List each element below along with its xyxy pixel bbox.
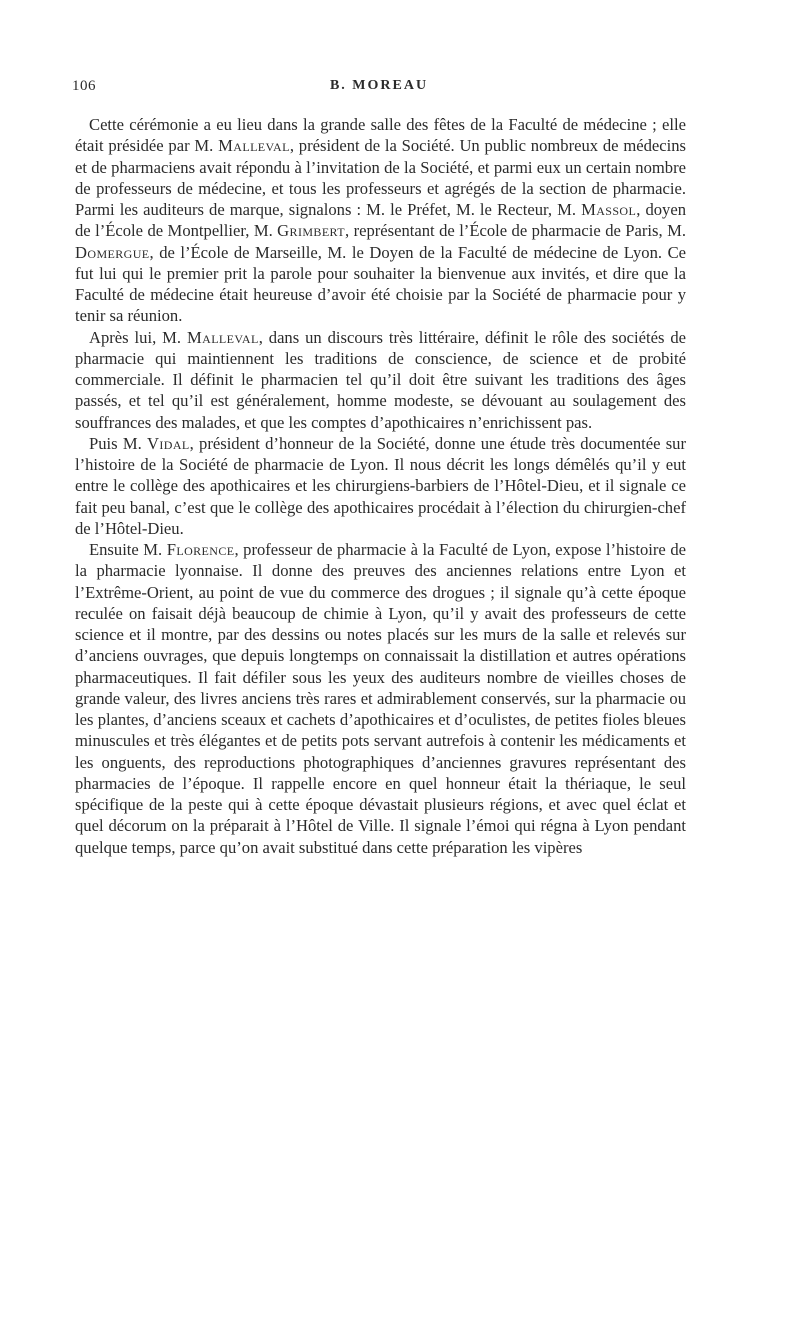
person-name: Malleval — [186, 327, 259, 347]
paragraph — [75, 327, 686, 433]
text-run: Après lui, M. — [89, 327, 187, 347]
paragraph — [75, 114, 686, 327]
text-run: , de l’École de Marseille, M. le Doyen de la Faculté de médecine de Lyon. Ce fut lui qui le premier prit la parole pour souhaiter la bienvenue aux invités, et dire que la Faculté de médecine était heureuse d’avoir été choisie par la Société de pharmacie pour y tenir sa réunion. — [75, 242, 686, 326]
text-run: , représentant de l’École de pharmacie de Paris, M. — [344, 221, 686, 241]
text-run: Ensuite M. — [89, 540, 167, 559]
text-run: , dans un discours très littéraire, définit le rôle des sociétés de pharmacie qui maintiennent les traditions de conscience, de science et de probité commerciale. Il définit le pharmacien tel qu’il doit être suivant les traditions des âges passés, et tel qu’il est généralement, homme modeste, se dévouant au soulagement des souffrances des malades, et que les comptes d’apothicaires n’enrichissent pas. — [75, 327, 686, 432]
text-run: , président de la Société. Un public nombreux de médecins et de pharmaciens avait répondu à l’invitation de la Société, et parmi eux un certain nombre de professeurs de médecine, et tous les professeurs et agrégés de la section de pharmacie. Parmi les auditeurs de marque, signalons : M. le Préfet, M. le Recteur, M. — [75, 136, 686, 219]
text-run: , président d’honneur de la Société, donne une étude très documentée sur l’histoire de la Société de pharmacie de Lyon. Il nous décrit les longs démêlés qu’il y eut entre le collège des apothicaires et les chirurgiens-barbiers de l’Hôtel-Dieu, et il signale ce fait peu banal, c’est que le collège des apothicaires procédait à l’élection du chirurgien-chef de l’Hôtel-Dieu. — [75, 433, 686, 538]
person-name: Vidal — [147, 433, 190, 453]
body-text — [75, 114, 686, 858]
paragraph — [75, 539, 686, 858]
paragraph — [75, 433, 686, 539]
text-run: Cette cérémonie a eu lieu dans la grande salle des fêtes de la Faculté de médecine ; elle était présidée par M. — [75, 115, 686, 156]
text-run: Puis M. — [89, 433, 147, 453]
running-head: B. MOREAU — [329, 78, 429, 93]
page-header — [72, 78, 686, 102]
person-name: Malleval — [218, 136, 290, 156]
person-name: Grimbert — [277, 221, 345, 241]
text-run: , professeur de pharmacie à la Faculté de Lyon, expose l’histoire de la pharmacie lyonnaise. Il donne des preuves des anciennes relations entre Lyon et l’Extrême-Orient, au point de vue du commerce des drogues ; il signale qu’à cette époque reculée on faisait déjà beaucoup de chimie à Lyon, qu’il y avait des professeurs de cette science et il montre, par des dessins ou notes placés sur les murs de la salle et relevés sur d’anciens ouvrages, que depuis longtemps on connaissait la distillation et autres opérations pharmaceutiques. Il fait défiler sous les yeux des auditeurs nombre de vieilles choses de grande valeur, des livres anciens très rares et admirablement conservés, sur la pharmacie ou les plantes, d’anciens sceaux et cachets d’apothicaires et d’oculistes, de petites fioles bleues minuscules et très élégantes et de petits pots servant autrefois à contenir les médicaments et les onguents, des reproductions photographiques d’anciennes gravures représentant des pharmacies de l’époque. Il rappelle encore en quel honneur était la thériaque, le seul spécifique de la peste qui à cette époque dévastait plusieurs régions, et avec quel éclat et quel décorum on la préparait à l’Hôtel de Ville. Il signale l’émoi qui régna à Lyon pendant quelque temps, parce qu’on avait substitué dans cette préparation les vipères — [75, 540, 686, 857]
person-name: Florence — [166, 540, 235, 559]
page-number: 106 — [72, 78, 96, 94]
person-name: Massol — [581, 200, 637, 219]
text-run: , doyen de l’École de Montpellier, M. — [75, 200, 686, 241]
person-name: Domergue — [75, 242, 150, 262]
